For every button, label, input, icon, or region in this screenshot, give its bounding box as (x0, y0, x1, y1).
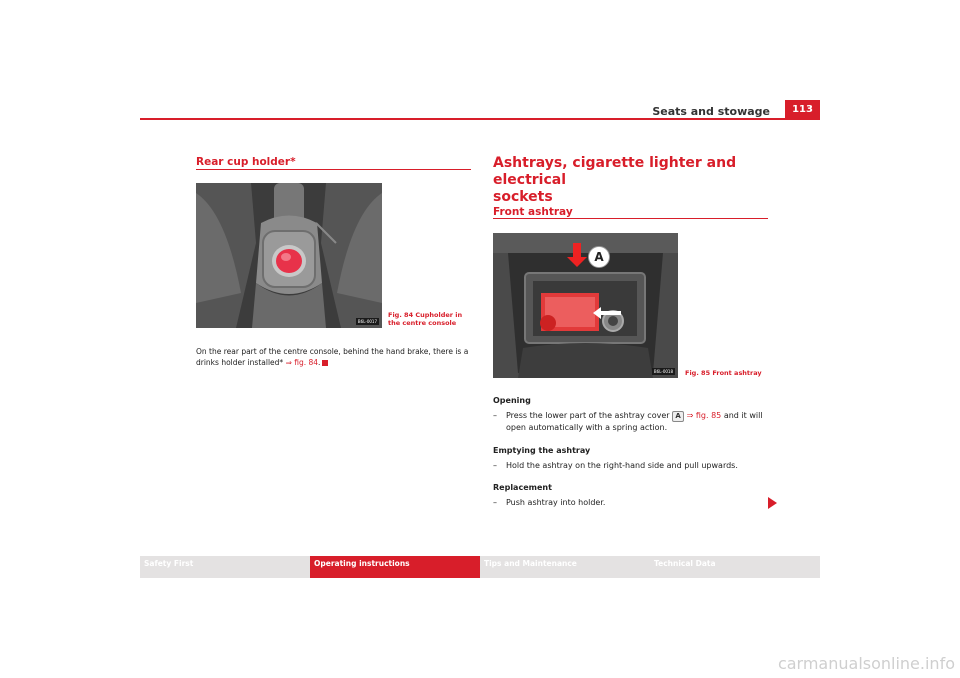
subheading-replacement: Replacement (493, 483, 552, 492)
footer-tab-tips-maintenance[interactable]: Tips and Maintenance (484, 559, 577, 568)
figure-ashtray-image (493, 233, 678, 378)
ashtray-illustration (493, 233, 678, 378)
body-text: On the rear part of the centre console, behind the hand brake, there is a drinks holder installed* (196, 347, 469, 367)
subheading-opening: Opening (493, 396, 531, 405)
header-divider (140, 118, 820, 120)
rear-cup-holder-text: On the rear part of the centre console, behind the hand brake, there is a drinks holder installed* ⇒ fig. 84. (196, 347, 469, 367)
footer-tab-safety-first[interactable]: Safety First (144, 559, 194, 568)
section-title-front-ashtray: Front ashtray (493, 206, 573, 218)
footer-nav (140, 556, 820, 578)
footer-tab-operating-instructions[interactable]: Operating instructions (310, 556, 480, 578)
chapter-title (493, 155, 793, 206)
end-of-section-icon (322, 360, 328, 366)
figure-reference-link[interactable]: ⇒ fig. 84 (285, 358, 319, 367)
subheading-emptying: Emptying the ashtray (493, 446, 591, 455)
callout-label-a: A (588, 246, 610, 268)
footer-tab-technical-data[interactable]: Technical Data (654, 559, 716, 568)
section-title-rear-cup-holder: Rear cup holder* (196, 156, 296, 168)
chapter-title-line2: sockets (493, 189, 553, 205)
chapter-title-line1: Ashtrays, cigarette lighter and electrical (493, 155, 737, 188)
figure-code: B6L-0017 (357, 319, 377, 324)
cupholder-illustration (196, 183, 382, 328)
continue-arrow-icon[interactable] (768, 497, 777, 509)
page-header-title: Seats and stowage (652, 105, 770, 118)
section-rule (196, 169, 471, 170)
figure-caption-85: Fig. 85 Front ashtray (685, 369, 762, 377)
step-opening: – Press the lower part of the ashtray cover A ⇒ fig. 85 and it will open automatically with a spring action. (493, 411, 763, 432)
watermark: carmanualsonline.info (777, 654, 955, 673)
page-number: 113 (785, 100, 820, 118)
section-rule (493, 218, 768, 219)
step-replacement: – Push ashtray into holder. (493, 498, 606, 507)
figure-caption-84: Fig. 84 Cupholder in the centre console (388, 311, 463, 327)
figure-cupholder-image (196, 183, 382, 328)
step-emptying: – Hold the ashtray on the right-hand side and pull upwards. (493, 461, 738, 470)
figure-reference-link[interactable]: ⇒ fig. 85 (686, 411, 722, 420)
callout-a-badge: A (672, 411, 684, 422)
figure-code: B6L-0018 (653, 369, 673, 374)
